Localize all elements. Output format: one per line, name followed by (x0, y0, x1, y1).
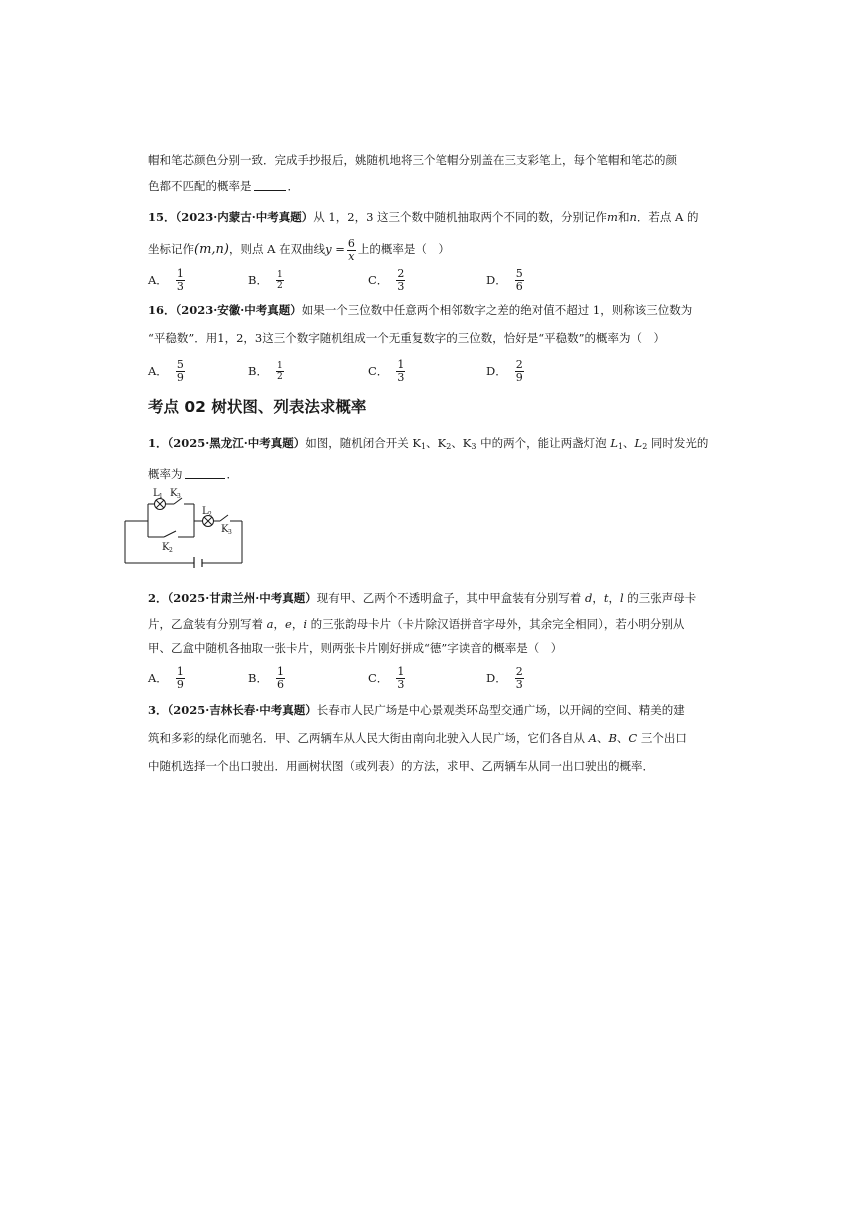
question-text: 长春市人民广场是中心景观类环岛型交通广场，以开阔的空间、精美的建 (316, 703, 685, 717)
svg-text:3: 3 (228, 529, 232, 536)
question-text: 中的两个，能让两盏灯泡 (476, 436, 611, 450)
section-heading: 考点 02 树状图、列表法求概率 (148, 398, 367, 416)
p1-line2: 概率为 ． (148, 467, 238, 481)
answer-blank (254, 179, 286, 191)
question-text: 和 (617, 210, 630, 224)
option-b[interactable]: B． $\frac{1}{2}$ (248, 269, 283, 291)
question-text: 的三张声母卡 (623, 591, 697, 605)
p2-line2: 片，乙盒装有分别写着 a，e，i 的三张韵母卡片（卡片除汉语拼音字母外，其余完全相同），若小明分别从 (148, 617, 685, 631)
label-k3-right: K (221, 524, 229, 535)
question-source: （2025·吉林长春·中考真题） (167, 703, 317, 717)
question-number: 15． (148, 210, 176, 224)
question-number: 1． (148, 436, 168, 450)
p3-line3 (148, 758, 654, 774)
label-l2: L (202, 506, 209, 517)
option-d[interactable]: D． $\frac{2}{3}$ (486, 664, 523, 691)
bulb-l1-icon (155, 499, 166, 510)
fraction: $\frac{6}{x}$ (347, 236, 355, 263)
q14-text: ． (287, 179, 299, 193)
svg-text:1: 1 (159, 493, 163, 500)
q15-line1 (148, 209, 699, 225)
question-text: 概率为 (148, 467, 183, 481)
option-d[interactable]: D． $\frac{2}{9}$ (486, 357, 523, 384)
question-text: 甲、乙盒中随机各抽取一张卡片，则两张卡片刚好拼成“德”字读音的概率是（ ） (148, 641, 563, 655)
option-a[interactable]: A． $\frac{1}{3}$ (148, 266, 184, 293)
question-text: 坐标记作 (148, 242, 194, 256)
option-b[interactable]: B． $\frac{1}{6}$ (248, 664, 284, 691)
question-source: （2025·甘肃兰州·中考真题） (167, 591, 317, 605)
question-text: 如果一个三位数中任意两个相邻数字之差的绝对值不超过 1，则称该三位数为 (301, 303, 693, 317)
question-text: 中随机选择一个出口驶出．用画树状图（或列表）的方法，求甲、乙两辆车从同一出口驶出的概率． (148, 759, 654, 773)
question-text: 现有甲、乙两个不透明盒子，其中甲盒装有分别写着 (316, 591, 585, 605)
question-text: 的三张韵母卡片（卡片除汉语拼音字母外，其余完全相同），若小明分别从 (307, 617, 685, 631)
question-text: 、K (451, 436, 472, 450)
question-text: 片，乙盒装有分别写着 (148, 617, 267, 631)
svg-text:3: 3 (177, 493, 181, 500)
question-number: 2． (148, 591, 168, 605)
question-source: （2025·黑龙江·中考真题） (167, 436, 306, 450)
q15-line2 (148, 236, 450, 263)
p3-line2: 筑和多彩的绿化而驰名．甲、乙两辆车从人民大街由南向北驶入人民广场，它们各自从 A、B、C 三个出口 (148, 731, 687, 745)
q14-line1 (148, 152, 677, 168)
svg-text:2: 2 (208, 511, 212, 518)
label-l1: L (153, 488, 160, 499)
question-number: 16． (148, 303, 176, 317)
option-a[interactable]: A． $\frac{5}{9}$ (148, 357, 184, 384)
question-text: 、K (426, 436, 447, 450)
answer-blank (185, 467, 225, 479)
p2-line3 (148, 640, 562, 656)
question-text: ．若点 A 的 (636, 210, 699, 224)
question-text: ，则点 A 在双曲线 (228, 242, 326, 256)
q16-line1 (148, 302, 692, 318)
option-b[interactable]: B． $\frac{1}{2}$ (248, 360, 283, 382)
var-n: n (629, 210, 637, 224)
q14-text: 色都不匹配的概率是 (148, 179, 252, 193)
question-text: 筑和多彩的绿化而驰名．甲、乙两辆车从人民大街由南向北驶入人民广场，它们各自从 (148, 731, 589, 745)
circuit-diagram (122, 488, 248, 568)
question-source: （2023·内蒙古·中考真题） (175, 210, 314, 224)
label-k2: K (162, 542, 170, 553)
coordinate: (m,n) (194, 242, 229, 257)
option-c[interactable]: C． $\frac{1}{3}$ (368, 357, 405, 384)
p2-line1: 2．（2025·甘肃兰州·中考真题）现有甲、乙两个不透明盒子，其中甲盒装有分别写着 d，t，l 的三张声母卡 (148, 591, 697, 605)
svg-text:2: 2 (169, 547, 173, 554)
question-text: “平稳数”．用1，2，3这三个数字随机组成一个无重复数字的三位数，恰好是“平稳数”的概率为（ ） (148, 331, 665, 345)
var-m: m (607, 210, 618, 224)
question-text: 从 1，2，3 这三个数中随机抽取两个不同的数，分别记作 (313, 210, 608, 224)
label-k3-top: K (170, 488, 178, 499)
option-c[interactable]: C． $\frac{2}{3}$ (368, 266, 405, 293)
question-text: 同时发光的 (647, 436, 709, 450)
equation-lhs: y = (325, 242, 345, 256)
q14-text: 帽和笔芯颜色分别一致．完成手抄报后，姚随机地将三个笔帽分别盖在三支彩笔上，每个笔帽和笔芯的颜 (148, 153, 677, 167)
p1-line1: 1．（2025·黑龙江·中考真题）如图，随机闭合开关 $K_1$、$K_2$、$K_3$ 中的两个，能让两盏灯泡 $L_1$、$L_2$ 同时发光的 (148, 436, 709, 451)
question-text: 如图，随机闭合开关 K (305, 436, 422, 450)
question-number: 3． (148, 703, 168, 717)
option-a[interactable]: A． $\frac{1}{9}$ (148, 664, 184, 691)
question-text: 上的概率是（ ） (357, 242, 450, 256)
question-source: （2023·安徽·中考真题） (175, 303, 302, 317)
option-c[interactable]: C． $\frac{1}{3}$ (368, 664, 405, 691)
q14-line2 (148, 178, 299, 194)
question-text: 三个出口 (637, 731, 687, 745)
q16-line2 (148, 330, 665, 346)
p3-line1 (148, 702, 685, 718)
option-d[interactable]: D． $\frac{5}{6}$ (486, 266, 523, 293)
